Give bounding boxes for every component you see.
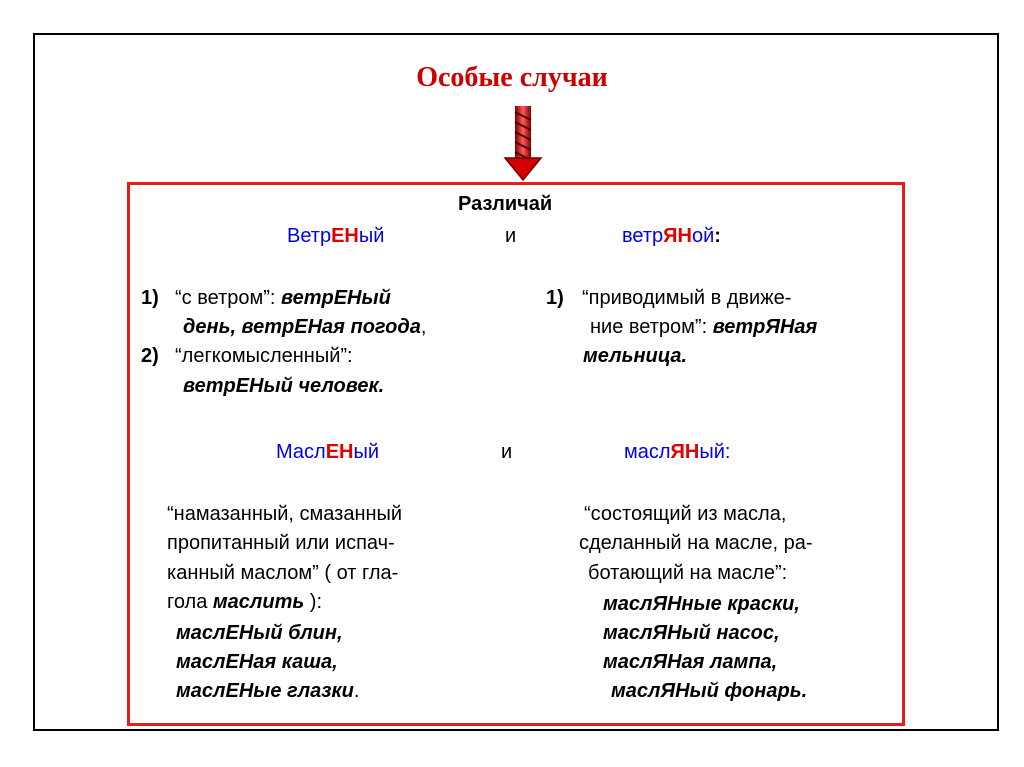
slide-title: Особые случаи [416,62,608,93]
definition-line: “с ветром”: ветрЕНый [175,287,391,309]
example-line: маслЕНая каша, [176,651,338,673]
example-line: мельница. [583,345,688,367]
definition-line: гола маслить ): [167,591,323,613]
definition-line: “состоящий из масла, [584,503,787,525]
word-maslenyi-heading: МаслЕНый [276,441,380,463]
example-line: ветрЕНый человек. [183,375,385,397]
word-vetryanoi-heading: ветрЯНой: [622,225,721,247]
example-line: день, ветрЕНая погода, [183,316,427,338]
word-vetrenyi-heading: ВетрЕНый [287,225,385,247]
definition-line: “приводимый в движе- [582,287,792,309]
heading: Различай [458,193,553,215]
example-line: маслЯНый фонарь. [611,680,808,702]
word-maslyanyi-heading: маслЯНый: [624,441,731,463]
example-line: маслЯНый насос, [603,622,780,644]
definition-line: ботающий на масле”: [588,562,788,584]
definition-line: “намазанный, смазанный [167,503,403,525]
list-number: 1) [546,287,564,309]
list-number: 2) [141,345,159,367]
example-line: маслЕНый блин, [176,622,343,644]
example-line: маслЯНные краски, [603,593,800,615]
example-line: маслЕНые глазки. [176,680,360,702]
down-arrow-icon [503,104,543,182]
definition-line: канный маслом” ( от гла- [167,562,399,584]
definition-line: пропитанный или испач- [167,532,395,554]
definition-line: сделанный на масле, ра- [579,532,813,554]
conjunction-and: и [505,225,517,247]
conjunction-and: и [501,441,513,463]
example-line: маслЯНая лампа, [603,651,778,673]
definition-line: ние ветром”: ветрЯНая [590,316,818,338]
definition-line: “легкомысленный”: [175,345,353,367]
list-number: 1) [141,287,159,309]
